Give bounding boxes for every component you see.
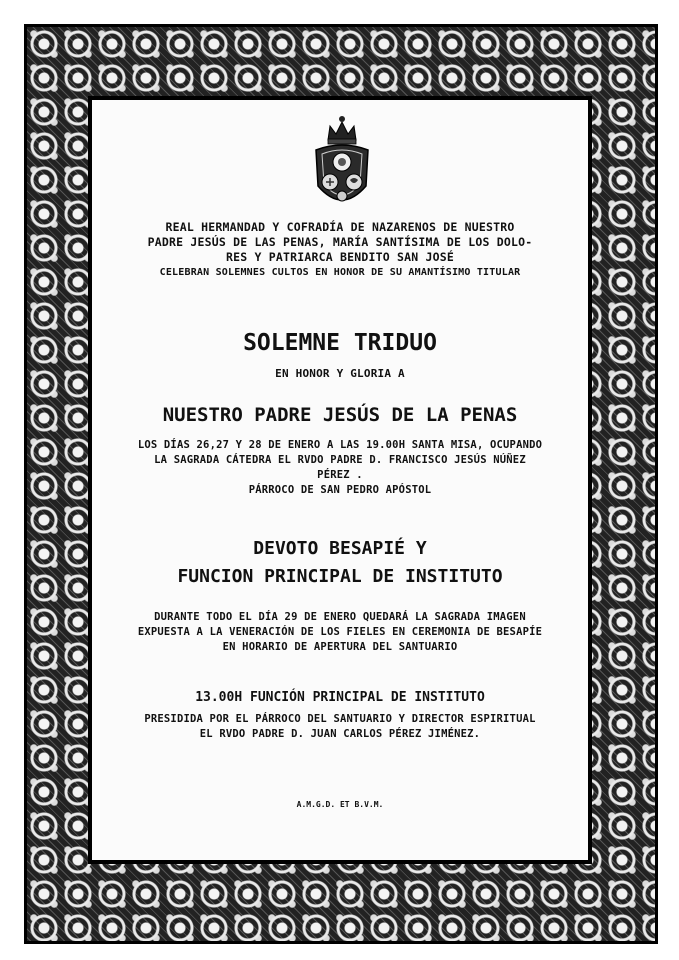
triduo-line-1: LOS DÍAS 26,27 Y 28 DE ENERO A LAS 19.00H SANTA MISA, OCUPANDO (137, 439, 543, 451)
titular-name: NUESTRO PADRE JESÚS DE LA PENAS (162, 404, 518, 426)
header-line-3: RES Y PATRIARCA BENDITO SAN JOSÉ (226, 250, 454, 264)
besapie-line-3: EN HORARIO DE APERTURA DEL SANTUARIO (222, 641, 458, 653)
funcion-line-2: EL RVDO PADRE D. JUAN CARLOS PÉREZ JIMÉNEZ. (199, 728, 481, 740)
funcion-details (94, 712, 586, 742)
poster-content (94, 102, 586, 858)
triduo-line-2: LA SAGRADA CÁTEDRA EL RVDO PADRE D. FRANCISCO JESÚS NÚÑEZ (154, 454, 526, 466)
triduo-details (94, 438, 586, 498)
besapie-title-2: FUNCION PRINCIPAL DE INSTITUTO (177, 566, 503, 587)
funcion-title: 13.00H FUNCIÓN PRINCIPAL DE INSTITUTO (195, 690, 485, 705)
triduo-line-4: PÁRROCO DE SAN PEDRO APÓSTOL (248, 484, 432, 496)
brotherhood-header (94, 220, 586, 280)
header-line-2: PADRE JESÚS DE LAS PENAS, MARÍA SANTÍSIMA DE LOS DOLO- (147, 235, 533, 249)
funcion-line-1: PRESIDIDA POR EL PÁRROCO DEL SANTUARIO Y DIRECTOR ESPIRITUAL (144, 713, 536, 725)
besapie-details (94, 610, 586, 655)
besapie-title-1: DEVOTO BESAPIÉ Y (253, 538, 427, 559)
triduo-honor: EN HONOR Y GLORIA A (275, 367, 405, 380)
besapie-line-2: EXPUESTA A LA VENERACIÓN DE LOS FIELES EN CEREMONIA DE BESAPÍE (137, 626, 543, 638)
header-line-1: REAL HERMANDAD Y COFRADÍA DE NAZARENOS DE NUESTRO (165, 220, 515, 234)
header-line-4: CELEBRAN SOLEMNES CULTOS EN HONOR DE SU AMANTÍSIMO TITULAR (159, 267, 521, 278)
triduo-line-3: PÉREZ . (317, 469, 363, 481)
brotherhood-crest-icon (306, 110, 378, 218)
footer-motto: A.M.G.D. ET B.V.M. (296, 800, 384, 809)
triduo-title: SOLEMNE TRIDUO (243, 330, 437, 356)
besapie-line-1: DURANTE TODO EL DÍA 29 DE ENERO QUEDARÁ LA SAGRADA IMAGEN (154, 611, 526, 623)
